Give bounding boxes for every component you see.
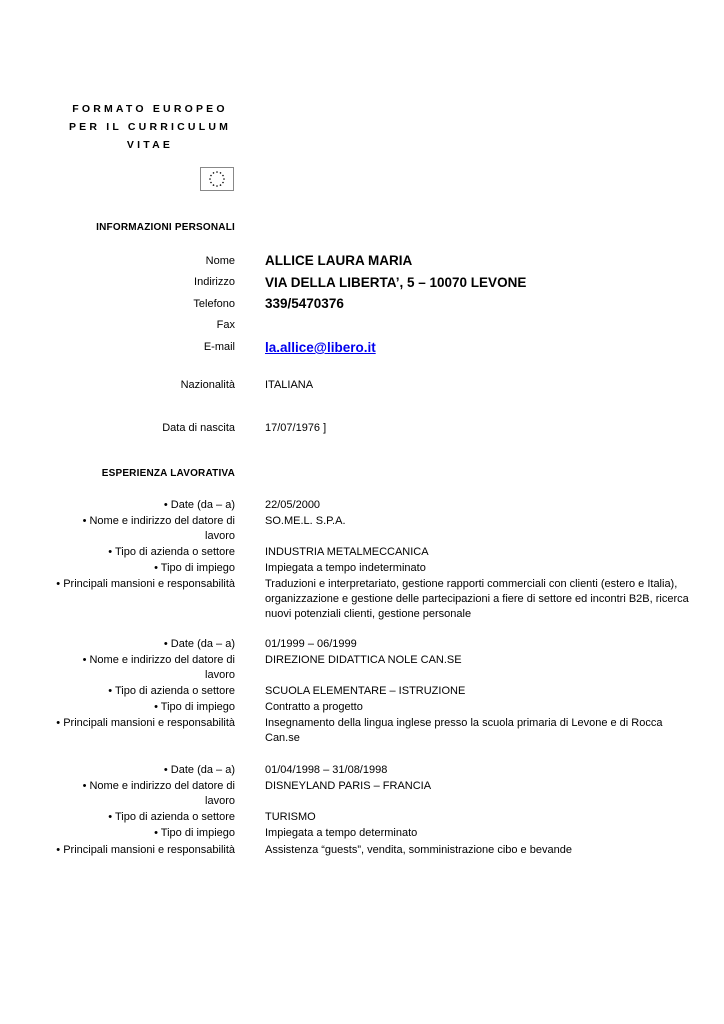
- job-1-employment-label: • Tipo di impiego: [154, 562, 235, 574]
- job-3-dates-label: • Date (da – a): [163, 764, 235, 776]
- job-2-sector-label: • Tipo di azienda o settore: [108, 685, 235, 697]
- job-3-sector-label: • Tipo di azienda o settore: [108, 811, 235, 823]
- cv-title-line-3: VITAE: [126, 139, 174, 151]
- job-2-duties: Insegnamento della lingua inglese presso la scuola primaria di Levone e di Rocca Can.se: [265, 717, 663, 744]
- job-1-duties-label: • Principali mansioni e responsabilità: [56, 578, 235, 590]
- job-3-dates: 01/04/1998 – 31/08/1998: [265, 764, 388, 776]
- job-1-employment: Impiegata a tempo indeterminato: [265, 562, 426, 574]
- job-2-dates: 01/1999 – 06/1999: [265, 638, 357, 650]
- email-label: E-mail: [203, 341, 235, 353]
- job-1-duties: Traduzioni e interpretariato, gestione rapporti commerciali con clienti (estero e Italia), organizzazione e gestione delle partecipazioni a fiere di settore ed incontri B2B, ricerca nuovi potenziali clienti, gestione personale: [265, 578, 689, 620]
- cv-title-line-1: FORMATO EUROPEO: [72, 103, 228, 115]
- phone-label: Telefono: [193, 298, 235, 310]
- job-2-sector: SCUOLA ELEMENTARE – ISTRUZIONE: [265, 685, 466, 697]
- job-3-sector: TURISMO: [265, 811, 316, 823]
- address-label: Indirizzo: [194, 276, 235, 288]
- fax-label: Fax: [216, 319, 235, 331]
- job-1-dates: 22/05/2000: [265, 499, 321, 511]
- eu-stars-icon: [201, 168, 233, 190]
- job-1-sector-label: • Tipo di azienda o settore: [108, 546, 235, 558]
- job-2-employer-label: • Nome e indirizzo del datore di lavoro: [82, 654, 235, 681]
- job-1-dates-label: • Date (da – a): [163, 499, 235, 511]
- email-link[interactable]: la.allice@libero.it: [265, 340, 376, 355]
- name-label: Nome: [205, 255, 235, 267]
- name-value: ALLICE LAURA MARIA: [265, 253, 413, 268]
- nationality-value: ITALIANA: [265, 379, 314, 391]
- job-3-employment-label: • Tipo di impiego: [154, 827, 235, 839]
- job-2-employer: DIREZIONE DIDATTICA NOLE CAN.SE: [265, 654, 462, 666]
- phone-value: 339/5470376: [265, 296, 344, 311]
- job-3-employer: DISNEYLAND PARIS – FRANCIA: [265, 780, 432, 792]
- job-1-sector: INDUSTRIA METALMECCANICA: [265, 546, 429, 558]
- job-2-dates-label: • Date (da – a): [163, 638, 235, 650]
- cv-title-line-2: PER IL CURRICULUM: [68, 121, 232, 133]
- job-1-employer: SO.ME.L. S.P.A.: [265, 515, 346, 527]
- birth-label: Data di nascita: [162, 422, 235, 434]
- eu-flag-icon: [200, 167, 234, 191]
- section-heading-personal: INFORMAZIONI PERSONALI: [96, 222, 235, 233]
- cv-title: [60, 100, 240, 154]
- birth-value: 17/07/1976 ]: [265, 422, 327, 434]
- job-2-duties-label: • Principali mansioni e responsabilità: [56, 717, 235, 729]
- address-value: VIA DELLA LIBERTA’, 5 – 10070 LEVONE: [265, 275, 527, 290]
- nationality-label: Nazionalità: [180, 379, 235, 391]
- job-3-employer-label: • Nome e indirizzo del datore di lavoro: [82, 780, 235, 807]
- job-2-employment: Contratto a progetto: [265, 701, 363, 713]
- job-1-employer-label: • Nome e indirizzo del datore di lavoro: [82, 515, 235, 542]
- job-3-duties: Assistenza “guests”, vendita, somministrazione cibo e bevande: [265, 844, 572, 856]
- job-3-duties-label: • Principali mansioni e responsabilità: [56, 844, 235, 856]
- job-3-employment: Impiegata a tempo determinato: [265, 827, 418, 839]
- job-2-employment-label: • Tipo di impiego: [154, 701, 235, 713]
- section-heading-experience: ESPERIENZA LAVORATIVA: [101, 468, 235, 479]
